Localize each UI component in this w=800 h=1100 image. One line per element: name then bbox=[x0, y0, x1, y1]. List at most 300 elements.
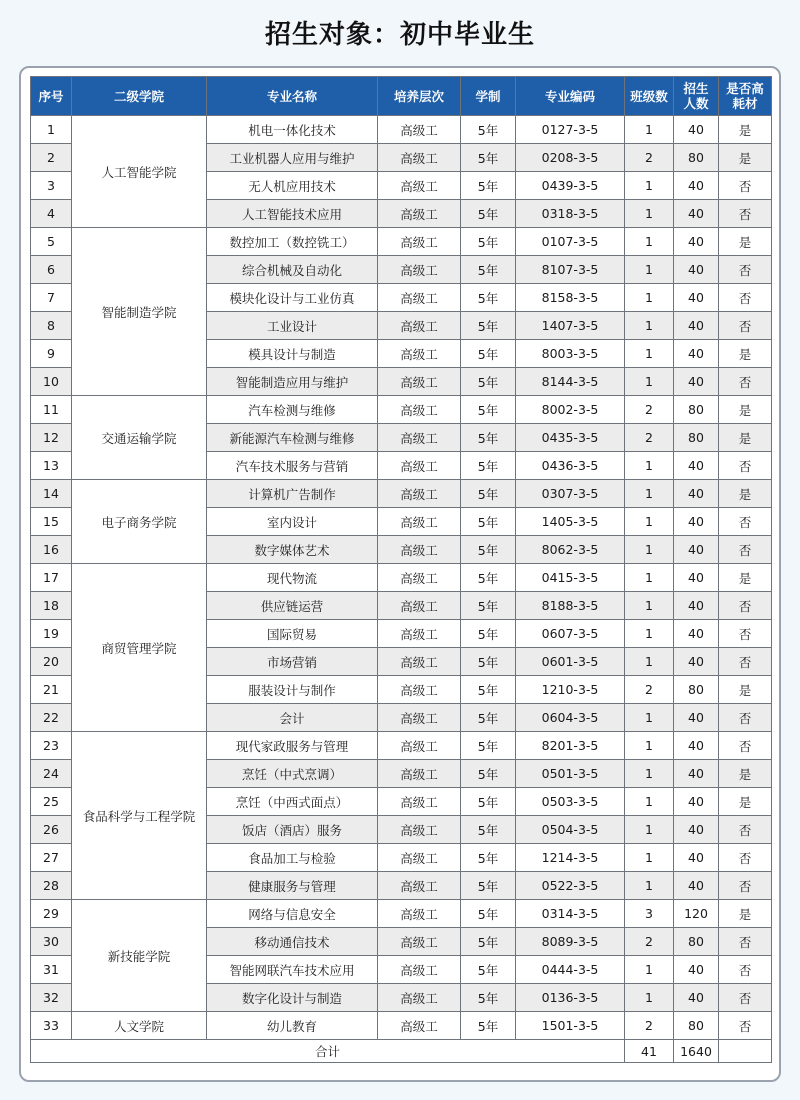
cell-major: 人工智能技术应用 bbox=[207, 200, 378, 228]
cell-level: 高级工 bbox=[378, 536, 461, 564]
cell-classes: 1 bbox=[625, 760, 674, 788]
cell-index: 11 bbox=[31, 396, 72, 424]
cell-major: 国际贸易 bbox=[207, 620, 378, 648]
cell-classes: 1 bbox=[625, 956, 674, 984]
header-major: 专业名称 bbox=[207, 77, 378, 116]
cell-classes: 1 bbox=[625, 368, 674, 396]
cell-index: 16 bbox=[31, 536, 72, 564]
cell-classes: 1 bbox=[625, 116, 674, 144]
cell-level: 高级工 bbox=[378, 704, 461, 732]
cell-classes: 1 bbox=[625, 648, 674, 676]
cell-enroll: 40 bbox=[674, 312, 719, 340]
cell-classes: 1 bbox=[625, 228, 674, 256]
cell-high-cost: 否 bbox=[719, 648, 772, 676]
cell-major: 模具设计与制造 bbox=[207, 340, 378, 368]
cell-high-cost: 是 bbox=[719, 144, 772, 172]
cell-level: 高级工 bbox=[378, 144, 461, 172]
cell-classes: 1 bbox=[625, 844, 674, 872]
cell-code: 0504-3-5 bbox=[516, 816, 625, 844]
cell-index: 28 bbox=[31, 872, 72, 900]
cell-index: 3 bbox=[31, 172, 72, 200]
cell-major: 饭店（酒店）服务 bbox=[207, 816, 378, 844]
cell-code: 0601-3-5 bbox=[516, 648, 625, 676]
cell-code: 8003-3-5 bbox=[516, 340, 625, 368]
cell-duration: 5年 bbox=[461, 396, 516, 424]
cell-duration: 5年 bbox=[461, 844, 516, 872]
cell-enroll: 40 bbox=[674, 116, 719, 144]
cell-duration: 5年 bbox=[461, 760, 516, 788]
cell-duration: 5年 bbox=[461, 284, 516, 312]
cell-high-cost: 是 bbox=[719, 396, 772, 424]
header-index: 序号 bbox=[31, 77, 72, 116]
cell-index: 18 bbox=[31, 592, 72, 620]
cell-code: 1210-3-5 bbox=[516, 676, 625, 704]
cell-major: 服装设计与制作 bbox=[207, 676, 378, 704]
cell-classes: 2 bbox=[625, 424, 674, 452]
cell-major: 食品加工与检验 bbox=[207, 844, 378, 872]
cell-high-cost: 否 bbox=[719, 368, 772, 396]
total-enroll: 1640 bbox=[674, 1040, 719, 1063]
cell-index: 10 bbox=[31, 368, 72, 396]
cell-duration: 5年 bbox=[461, 592, 516, 620]
table-body bbox=[31, 116, 772, 1040]
cell-enroll: 40 bbox=[674, 340, 719, 368]
cell-duration: 5年 bbox=[461, 144, 516, 172]
cell-high-cost: 否 bbox=[719, 844, 772, 872]
cell-classes: 2 bbox=[625, 396, 674, 424]
cell-enroll: 40 bbox=[674, 564, 719, 592]
cell-major: 移动通信技术 bbox=[207, 928, 378, 956]
cell-code: 0607-3-5 bbox=[516, 620, 625, 648]
cell-major: 烹饪（中西式面点） bbox=[207, 788, 378, 816]
cell-major: 数字化设计与制造 bbox=[207, 984, 378, 1012]
cell-level: 高级工 bbox=[378, 900, 461, 928]
cell-major: 网络与信息安全 bbox=[207, 900, 378, 928]
cell-enroll: 40 bbox=[674, 200, 719, 228]
cell-duration: 5年 bbox=[461, 984, 516, 1012]
cell-code: 8089-3-5 bbox=[516, 928, 625, 956]
cell-enroll: 80 bbox=[674, 676, 719, 704]
cell-classes: 1 bbox=[625, 312, 674, 340]
cell-high-cost: 是 bbox=[719, 340, 772, 368]
cell-classes: 1 bbox=[625, 200, 674, 228]
cell-index: 8 bbox=[31, 312, 72, 340]
cell-high-cost: 否 bbox=[719, 256, 772, 284]
cell-duration: 5年 bbox=[461, 536, 516, 564]
cell-index: 12 bbox=[31, 424, 72, 452]
cell-classes: 3 bbox=[625, 900, 674, 928]
cell-major: 汽车技术服务与营销 bbox=[207, 452, 378, 480]
cell-duration: 5年 bbox=[461, 172, 516, 200]
cell-level: 高级工 bbox=[378, 172, 461, 200]
cell-classes: 1 bbox=[625, 816, 674, 844]
cell-code: 0136-3-5 bbox=[516, 984, 625, 1012]
cell-duration: 5年 bbox=[461, 508, 516, 536]
cell-major: 机电一体化技术 bbox=[207, 116, 378, 144]
cell-level: 高级工 bbox=[378, 816, 461, 844]
cell-high-cost: 是 bbox=[719, 564, 772, 592]
cell-duration: 5年 bbox=[461, 956, 516, 984]
cell-classes: 1 bbox=[625, 284, 674, 312]
cell-classes: 2 bbox=[625, 676, 674, 704]
cell-classes: 1 bbox=[625, 256, 674, 284]
cell-enroll: 40 bbox=[674, 620, 719, 648]
cell-code: 8002-3-5 bbox=[516, 396, 625, 424]
cell-code: 0501-3-5 bbox=[516, 760, 625, 788]
cell-index: 22 bbox=[31, 704, 72, 732]
cell-code: 0314-3-5 bbox=[516, 900, 625, 928]
college-cell: 交通运输学院 bbox=[72, 396, 207, 480]
cell-index: 13 bbox=[31, 452, 72, 480]
cell-enroll: 40 bbox=[674, 984, 719, 1012]
cell-duration: 5年 bbox=[461, 228, 516, 256]
cell-level: 高级工 bbox=[378, 508, 461, 536]
cell-level: 高级工 bbox=[378, 200, 461, 228]
cell-classes: 1 bbox=[625, 732, 674, 760]
cell-level: 高级工 bbox=[378, 564, 461, 592]
cell-high-cost: 否 bbox=[719, 536, 772, 564]
cell-duration: 5年 bbox=[461, 564, 516, 592]
cell-level: 高级工 bbox=[378, 788, 461, 816]
cell-duration: 5年 bbox=[461, 900, 516, 928]
cell-duration: 5年 bbox=[461, 648, 516, 676]
cell-code: 0503-3-5 bbox=[516, 788, 625, 816]
cell-high-cost: 否 bbox=[719, 620, 772, 648]
cell-code: 1214-3-5 bbox=[516, 844, 625, 872]
cell-code: 8188-3-5 bbox=[516, 592, 625, 620]
cell-duration: 5年 bbox=[461, 620, 516, 648]
cell-major: 会计 bbox=[207, 704, 378, 732]
header-classes: 班级数 bbox=[625, 77, 674, 116]
table-row bbox=[31, 228, 772, 256]
table-row bbox=[31, 564, 772, 592]
cell-index: 25 bbox=[31, 788, 72, 816]
cell-duration: 5年 bbox=[461, 116, 516, 144]
table-row bbox=[31, 116, 772, 144]
cell-code: 0439-3-5 bbox=[516, 172, 625, 200]
cell-enroll: 40 bbox=[674, 256, 719, 284]
college-cell: 智能制造学院 bbox=[72, 228, 207, 396]
cell-code: 0208-3-5 bbox=[516, 144, 625, 172]
cell-index: 5 bbox=[31, 228, 72, 256]
cell-major: 新能源汽车检测与维修 bbox=[207, 424, 378, 452]
table-row bbox=[31, 732, 772, 760]
cell-classes: 2 bbox=[625, 928, 674, 956]
cell-enroll: 40 bbox=[674, 508, 719, 536]
cell-enroll: 40 bbox=[674, 844, 719, 872]
college-cell: 电子商务学院 bbox=[72, 480, 207, 564]
cell-major: 室内设计 bbox=[207, 508, 378, 536]
table-header-row bbox=[31, 77, 772, 116]
cell-code: 0436-3-5 bbox=[516, 452, 625, 480]
cell-code: 0415-3-5 bbox=[516, 564, 625, 592]
cell-code: 0318-3-5 bbox=[516, 200, 625, 228]
cell-level: 高级工 bbox=[378, 928, 461, 956]
cell-code: 1407-3-5 bbox=[516, 312, 625, 340]
cell-level: 高级工 bbox=[378, 312, 461, 340]
cell-duration: 5年 bbox=[461, 340, 516, 368]
cell-level: 高级工 bbox=[378, 956, 461, 984]
cell-index: 9 bbox=[31, 340, 72, 368]
cell-major: 计算机广告制作 bbox=[207, 480, 378, 508]
cell-major: 供应链运营 bbox=[207, 592, 378, 620]
cell-level: 高级工 bbox=[378, 256, 461, 284]
cell-code: 0604-3-5 bbox=[516, 704, 625, 732]
cell-level: 高级工 bbox=[378, 480, 461, 508]
cell-major: 无人机应用技术 bbox=[207, 172, 378, 200]
cell-code: 8201-3-5 bbox=[516, 732, 625, 760]
cell-duration: 5年 bbox=[461, 872, 516, 900]
cell-level: 高级工 bbox=[378, 424, 461, 452]
cell-code: 0127-3-5 bbox=[516, 116, 625, 144]
cell-high-cost: 是 bbox=[719, 676, 772, 704]
cell-index: 21 bbox=[31, 676, 72, 704]
cell-enroll: 80 bbox=[674, 144, 719, 172]
cell-code: 0107-3-5 bbox=[516, 228, 625, 256]
cell-enroll: 40 bbox=[674, 816, 719, 844]
header-high-cost-line2: 耗材 bbox=[732, 96, 758, 111]
cell-index: 23 bbox=[31, 732, 72, 760]
cell-classes: 1 bbox=[625, 452, 674, 480]
cell-index: 24 bbox=[31, 760, 72, 788]
cell-major: 汽车检测与维修 bbox=[207, 396, 378, 424]
header-duration: 学制 bbox=[461, 77, 516, 116]
header-college: 二级学院 bbox=[72, 77, 207, 116]
cell-duration: 5年 bbox=[461, 676, 516, 704]
cell-index: 31 bbox=[31, 956, 72, 984]
cell-code: 0307-3-5 bbox=[516, 480, 625, 508]
cell-high-cost: 是 bbox=[719, 228, 772, 256]
cell-high-cost: 是 bbox=[719, 760, 772, 788]
enrollment-table bbox=[30, 76, 772, 1063]
cell-major: 工业设计 bbox=[207, 312, 378, 340]
cell-major: 幼儿教育 bbox=[207, 1012, 378, 1040]
cell-index: 29 bbox=[31, 900, 72, 928]
cell-index: 1 bbox=[31, 116, 72, 144]
college-cell: 商贸管理学院 bbox=[72, 564, 207, 732]
cell-classes: 1 bbox=[625, 620, 674, 648]
cell-duration: 5年 bbox=[461, 704, 516, 732]
header-enroll-line1: 招生 bbox=[683, 81, 709, 96]
cell-major: 健康服务与管理 bbox=[207, 872, 378, 900]
cell-index: 33 bbox=[31, 1012, 72, 1040]
cell-index: 27 bbox=[31, 844, 72, 872]
cell-major: 智能制造应用与维护 bbox=[207, 368, 378, 396]
cell-enroll: 40 bbox=[674, 228, 719, 256]
cell-enroll: 40 bbox=[674, 284, 719, 312]
cell-high-cost: 否 bbox=[719, 704, 772, 732]
cell-index: 2 bbox=[31, 144, 72, 172]
cell-high-cost: 否 bbox=[719, 956, 772, 984]
cell-enroll: 40 bbox=[674, 648, 719, 676]
cell-high-cost: 是 bbox=[719, 900, 772, 928]
cell-duration: 5年 bbox=[461, 368, 516, 396]
cell-high-cost: 否 bbox=[719, 732, 772, 760]
table-row bbox=[31, 900, 772, 928]
cell-level: 高级工 bbox=[378, 396, 461, 424]
cell-level: 高级工 bbox=[378, 732, 461, 760]
cell-level: 高级工 bbox=[378, 844, 461, 872]
cell-enroll: 40 bbox=[674, 956, 719, 984]
cell-classes: 1 bbox=[625, 480, 674, 508]
cell-high-cost: 否 bbox=[719, 592, 772, 620]
cell-enroll: 80 bbox=[674, 928, 719, 956]
cell-classes: 1 bbox=[625, 536, 674, 564]
cell-duration: 5年 bbox=[461, 200, 516, 228]
cell-enroll: 40 bbox=[674, 760, 719, 788]
cell-code: 0444-3-5 bbox=[516, 956, 625, 984]
cell-major: 数控加工（数控铣工） bbox=[207, 228, 378, 256]
cell-level: 高级工 bbox=[378, 648, 461, 676]
cell-index: 26 bbox=[31, 816, 72, 844]
header-enroll-line2: 人数 bbox=[683, 96, 709, 111]
cell-major: 数字媒体艺术 bbox=[207, 536, 378, 564]
cell-index: 15 bbox=[31, 508, 72, 536]
cell-duration: 5年 bbox=[461, 928, 516, 956]
cell-classes: 1 bbox=[625, 564, 674, 592]
cell-high-cost: 否 bbox=[719, 312, 772, 340]
cell-level: 高级工 bbox=[378, 228, 461, 256]
cell-level: 高级工 bbox=[378, 1012, 461, 1040]
cell-classes: 1 bbox=[625, 984, 674, 1012]
cell-classes: 2 bbox=[625, 144, 674, 172]
cell-enroll: 120 bbox=[674, 900, 719, 928]
cell-level: 高级工 bbox=[378, 592, 461, 620]
cell-major: 现代家政服务与管理 bbox=[207, 732, 378, 760]
cell-enroll: 80 bbox=[674, 424, 719, 452]
total-row bbox=[31, 1040, 772, 1063]
cell-major: 烹饪（中式烹调） bbox=[207, 760, 378, 788]
cell-duration: 5年 bbox=[461, 732, 516, 760]
cell-level: 高级工 bbox=[378, 984, 461, 1012]
cell-level: 高级工 bbox=[378, 340, 461, 368]
cell-enroll: 40 bbox=[674, 592, 719, 620]
cell-level: 高级工 bbox=[378, 368, 461, 396]
table-row bbox=[31, 480, 772, 508]
cell-enroll: 40 bbox=[674, 788, 719, 816]
cell-index: 30 bbox=[31, 928, 72, 956]
cell-duration: 5年 bbox=[461, 788, 516, 816]
cell-level: 高级工 bbox=[378, 676, 461, 704]
cell-level: 高级工 bbox=[378, 452, 461, 480]
cell-index: 6 bbox=[31, 256, 72, 284]
college-cell: 食品科学与工程学院 bbox=[72, 732, 207, 900]
header-code: 专业编码 bbox=[516, 77, 625, 116]
cell-high-cost: 是 bbox=[719, 116, 772, 144]
cell-level: 高级工 bbox=[378, 284, 461, 312]
cell-code: 8062-3-5 bbox=[516, 536, 625, 564]
cell-high-cost: 否 bbox=[719, 284, 772, 312]
cell-code: 1501-3-5 bbox=[516, 1012, 625, 1040]
college-cell: 新技能学院 bbox=[72, 900, 207, 1012]
table-row bbox=[31, 1012, 772, 1040]
cell-index: 17 bbox=[31, 564, 72, 592]
cell-high-cost: 否 bbox=[719, 508, 772, 536]
cell-major: 智能网联汽车技术应用 bbox=[207, 956, 378, 984]
cell-major: 现代物流 bbox=[207, 564, 378, 592]
cell-high-cost: 是 bbox=[719, 424, 772, 452]
cell-major: 市场营销 bbox=[207, 648, 378, 676]
cell-level: 高级工 bbox=[378, 116, 461, 144]
cell-level: 高级工 bbox=[378, 620, 461, 648]
cell-enroll: 40 bbox=[674, 452, 719, 480]
cell-high-cost: 否 bbox=[719, 872, 772, 900]
cell-high-cost: 否 bbox=[719, 200, 772, 228]
cell-duration: 5年 bbox=[461, 1012, 516, 1040]
cell-classes: 1 bbox=[625, 704, 674, 732]
cell-index: 14 bbox=[31, 480, 72, 508]
cell-duration: 5年 bbox=[461, 424, 516, 452]
total-classes: 41 bbox=[625, 1040, 674, 1063]
cell-classes: 1 bbox=[625, 508, 674, 536]
cell-classes: 1 bbox=[625, 872, 674, 900]
cell-index: 4 bbox=[31, 200, 72, 228]
cell-enroll: 40 bbox=[674, 704, 719, 732]
cell-classes: 1 bbox=[625, 788, 674, 816]
cell-major: 综合机械及自动化 bbox=[207, 256, 378, 284]
cell-duration: 5年 bbox=[461, 816, 516, 844]
header-enroll bbox=[674, 77, 719, 116]
cell-duration: 5年 bbox=[461, 256, 516, 284]
cell-high-cost: 是 bbox=[719, 788, 772, 816]
table-row bbox=[31, 396, 772, 424]
cell-enroll: 40 bbox=[674, 536, 719, 564]
college-cell: 人文学院 bbox=[72, 1012, 207, 1040]
cell-duration: 5年 bbox=[461, 452, 516, 480]
cell-enroll: 40 bbox=[674, 172, 719, 200]
cell-enroll: 80 bbox=[674, 396, 719, 424]
header-high-cost bbox=[719, 77, 772, 116]
cell-high-cost: 否 bbox=[719, 1012, 772, 1040]
cell-code: 8158-3-5 bbox=[516, 284, 625, 312]
cell-high-cost: 否 bbox=[719, 452, 772, 480]
cell-level: 高级工 bbox=[378, 760, 461, 788]
total-high-cost bbox=[719, 1040, 772, 1063]
cell-classes: 2 bbox=[625, 1012, 674, 1040]
cell-code: 1405-3-5 bbox=[516, 508, 625, 536]
cell-duration: 5年 bbox=[461, 312, 516, 340]
cell-major: 模块化设计与工业仿真 bbox=[207, 284, 378, 312]
cell-high-cost: 否 bbox=[719, 984, 772, 1012]
header-level: 培养层次 bbox=[378, 77, 461, 116]
cell-code: 8144-3-5 bbox=[516, 368, 625, 396]
page-title: 招生对象：初中毕业生 bbox=[264, 20, 535, 50]
cell-high-cost: 否 bbox=[719, 816, 772, 844]
cell-high-cost: 否 bbox=[719, 928, 772, 956]
total-label: 合计 bbox=[31, 1040, 625, 1063]
cell-duration: 5年 bbox=[461, 480, 516, 508]
college-cell: 人工智能学院 bbox=[72, 116, 207, 228]
cell-index: 19 bbox=[31, 620, 72, 648]
cell-enroll: 40 bbox=[674, 480, 719, 508]
cell-high-cost: 否 bbox=[719, 172, 772, 200]
cell-high-cost: 是 bbox=[719, 480, 772, 508]
header-high-cost-line1: 是否高 bbox=[726, 81, 764, 96]
cell-enroll: 40 bbox=[674, 872, 719, 900]
cell-code: 0522-3-5 bbox=[516, 872, 625, 900]
cell-index: 20 bbox=[31, 648, 72, 676]
cell-classes: 1 bbox=[625, 172, 674, 200]
cell-index: 32 bbox=[31, 984, 72, 1012]
cell-enroll: 40 bbox=[674, 368, 719, 396]
cell-level: 高级工 bbox=[378, 872, 461, 900]
cell-code: 0435-3-5 bbox=[516, 424, 625, 452]
cell-enroll: 40 bbox=[674, 732, 719, 760]
cell-major: 工业机器人应用与维护 bbox=[207, 144, 378, 172]
cell-enroll: 80 bbox=[674, 1012, 719, 1040]
cell-code: 8107-3-5 bbox=[516, 256, 625, 284]
cell-classes: 1 bbox=[625, 340, 674, 368]
